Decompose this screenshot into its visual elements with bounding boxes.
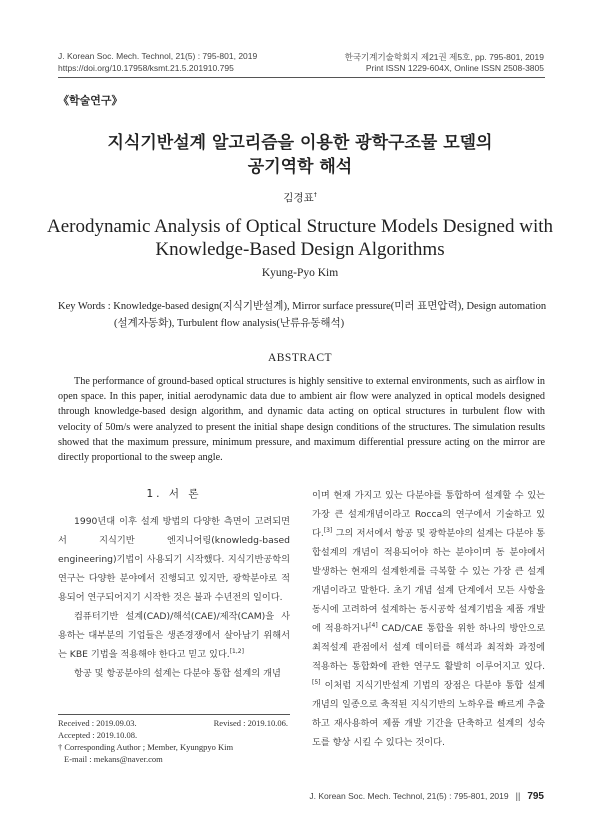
abstract-text: The performance of ground-based optical structures is highly sensitive to external environments, such as airflow in open space. In this paper, initial aerodynamic data due to ambient air flow were analyzed in optical models designed through knowledge-based design algorithm, and dynamic data acting on optical structures in turbulent flow with velocity of 50m/s were analyzed to present the initial shape design conditions of the structures. The simulation results showed that the maximum pressure, minimum pressure, and maximum differential pressure acting on the mirror are directly proportional to the sweep angle. (58, 376, 545, 464)
keywords-line1: Knowledge-based design(지식기반설계), Mirror surface pressure(미러 표면압력), Design automation (113, 301, 547, 312)
citation-ref: [1,2] (229, 647, 244, 655)
citation-ref-5: [5] (312, 678, 321, 686)
author-korean (0, 190, 600, 205)
title-korean-line2: 공기역학 해석 (247, 157, 353, 177)
title-korean-line1: 지식기반설계 알고리즘을 이용한 광학구조물 모델의 (107, 133, 493, 153)
footer-separator: || (515, 791, 521, 801)
right-text-a: 이며 현재 가지고 있는 다분야를 통합하여 설계할 수 있는 가장 큰 설계개념이라고 Rocca의 연구에서 기술하고 있다. (312, 490, 545, 539)
right-column-body (312, 486, 545, 752)
page-number: 795 (527, 791, 544, 802)
right-text-b: 그의 저서에서 항공 및 광학분야의 설계는 다분야 통합설계의 개념이 적용되어야 하는 분야이며 동 분야에서 발생하는 현재의 설계한계를 극복할 수 있는 가장 큰 설계 개념이라고 말한다. 초기 개념 설계 단계에서 모든 사항을 동시에 고려하여 설계하는 동시공학 설계기법을 제품 개발에 적용하거나 (312, 528, 545, 634)
issn-header: Print ISSN 1229-604X, Online ISSN 2508-3805 (365, 63, 544, 73)
corresponding-mark: † (313, 191, 317, 199)
abstract-heading: ABSTRACT (267, 352, 333, 364)
left-column-body (58, 512, 290, 683)
intro-paragraph-2 (58, 607, 290, 664)
keywords-block (58, 298, 558, 332)
citation-ref-4: [4] (369, 621, 378, 629)
title-english-line1: Aerodynamic Analysis of Optical Structure Models Designed with (46, 216, 554, 237)
journal-volume-header: 한국기계기술학회지 제21권 제5호, pp. 795-801, 2019 (344, 52, 544, 62)
author-english: Kyung-Pyo Kim (261, 267, 339, 279)
footer-citation: J. Korean Soc. Mech. Technol, 21(5) : 795-801, 2019 (309, 791, 509, 801)
intro-paragraph-1: 1990년대 이후 설계 방법의 다양한 측면이 고려되면서 지식기반 엔지니어링(knowledg-based engineering)기법이 사용되기 시작했다. 지식기반공학의 연구는 다양한 분야에서 진행되고 있지만, 광학분야로 적용되어 연구되어지기 시작한 것은 불과 수년전의 일이다. (58, 516, 290, 603)
doi-link[interactable]: https://doi.org/10.17958/ksmt.21.5.201910.795 (58, 63, 234, 73)
right-text-c: CAD/CAE 통합을 위한 하나의 방안으로 최적설계 관점에서 설계 데이터를 해석과 최적화 과정에 적용하는 통합화에 관한 연구도 활발히 이루어지고 있다. (312, 623, 546, 672)
citation-ref-3: [3] (323, 526, 333, 534)
section-introduction-heading: 1. 서 론 (146, 488, 202, 500)
footnote-divider (58, 714, 290, 715)
title-english-line2: Knowledge-Based Design Algorithms (155, 239, 445, 260)
intro-paragraph-3: 항공 및 항공분야의 설계는 다분야 통합 설계의 개념 (74, 668, 281, 679)
footnote-block (58, 717, 290, 765)
keywords-label: Key Words : (58, 301, 114, 312)
right-column-paragraph (312, 486, 545, 752)
revised-date: Revised : 2019.10.06. (213, 718, 288, 728)
received-date: Received : 2019.09.03. (58, 718, 137, 728)
keywords-line2: (설계자동화), Turbulent flow analysis(난류유동해석) (114, 318, 345, 329)
header-divider (58, 77, 545, 78)
intro-paragraph-2-text: 컴퓨터기반 설계(CAD)/해석(CAE)/제작(CAM)을 사용하는 대부분의 기업들은 생존경쟁에서 살아남기 위해서는 KBE 기법을 적용해야 한다고 믿고 있다. (58, 611, 290, 660)
author-email[interactable]: E-mail : mekans@naver.com (64, 754, 163, 764)
corresponding-author: † Corresponding Author ; Member, Kyungpyo Kim (58, 742, 234, 752)
article-category: 《학술연구》 (58, 94, 123, 107)
right-text-d: 이처럼 지식기반설계 기법의 장점은 다분야 통합 설계 개념의 일종으로 축적된 지식기반의 노하우를 빠르게 추출하고 재사용하여 제품 개발 기간을 단축하고 설계의 성숙도를 향상 시킬 수 있다는 것이다. (312, 680, 545, 748)
journal-citation-header: J. Korean Soc. Mech. Technol, 21(5) : 795-801, 2019 (58, 51, 258, 61)
accepted-date: Accepted : 2019.10.08. (58, 730, 138, 740)
page-footer (309, 786, 544, 804)
author-korean-name: 김경표 (283, 192, 314, 204)
